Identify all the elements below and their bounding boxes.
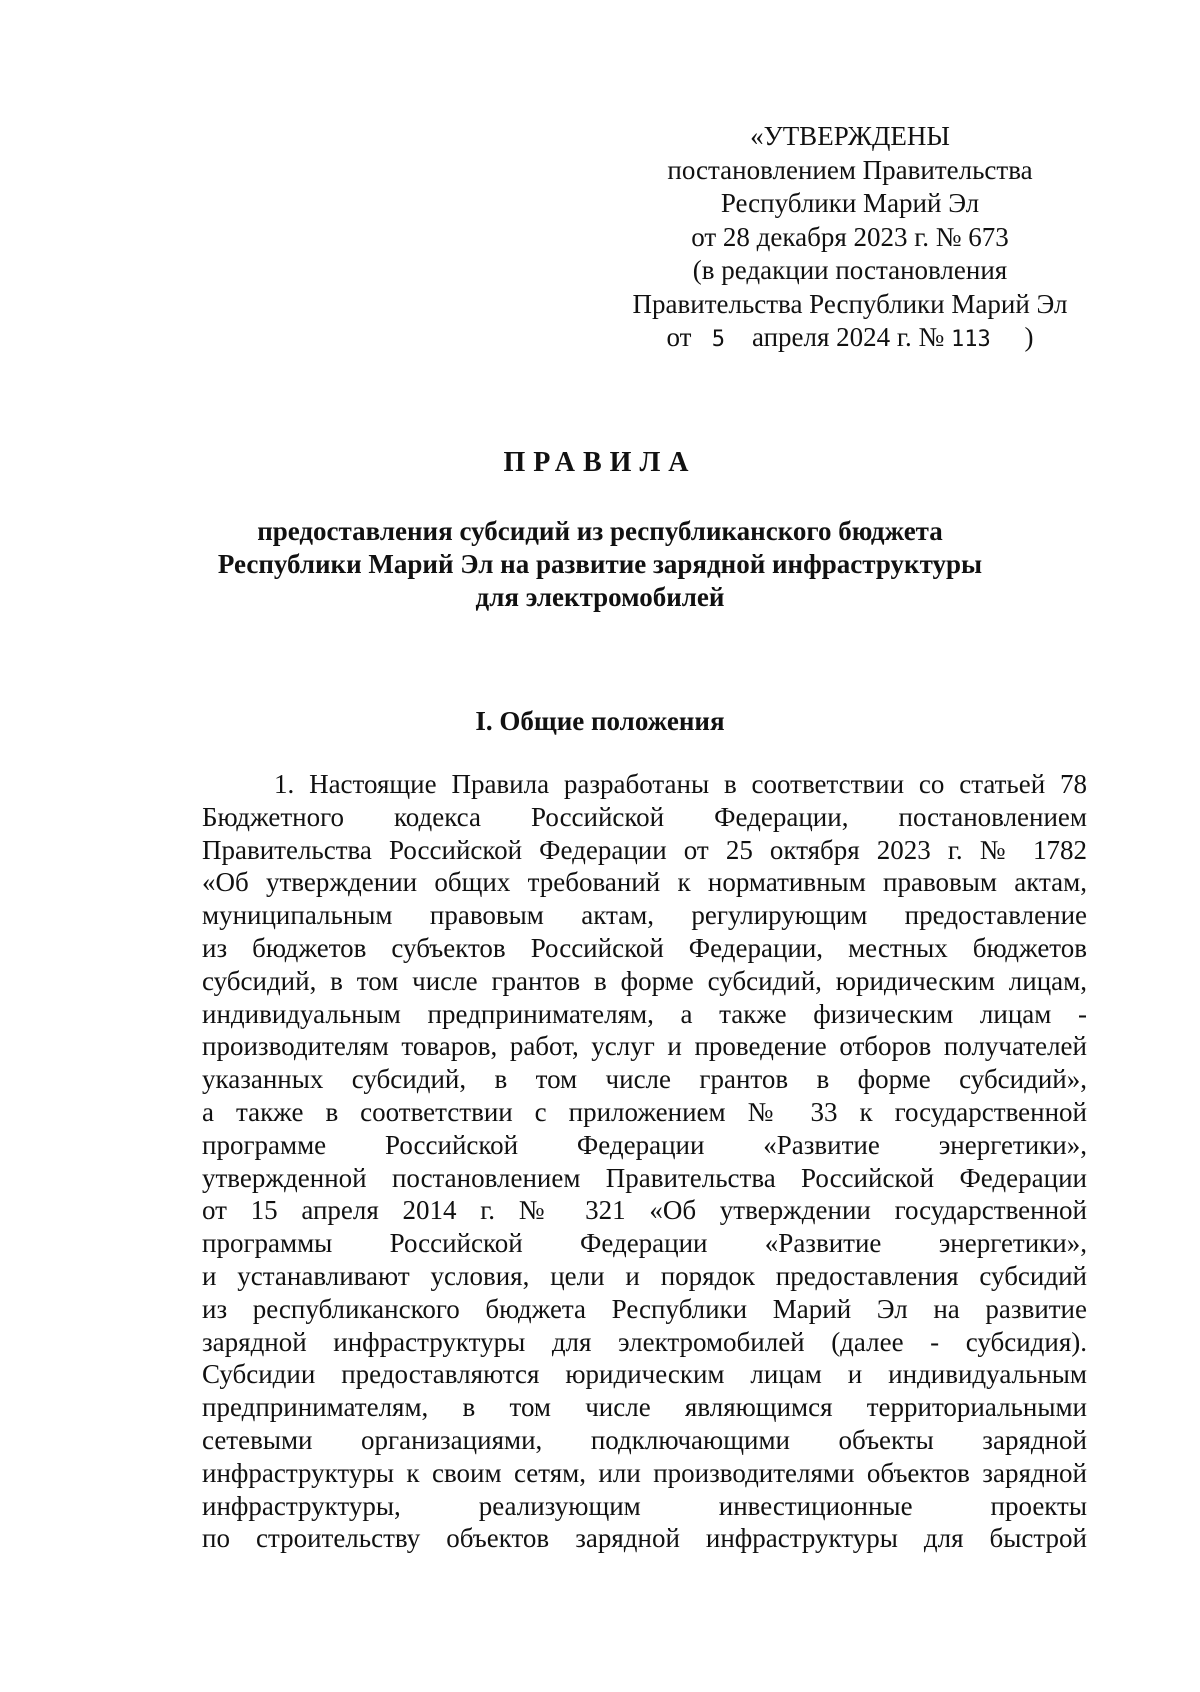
approval-line: от 28 декабря 2023 г. № 673 — [691, 221, 1009, 252]
paragraph-line: программы Российской Федерации «Развитие энергетики», — [202, 1228, 1087, 1259]
subtitle-line: для электромобилей — [475, 582, 725, 612]
paragraph-line: 1. Настоящие Правила разработаны в соответствии со статьей 78 — [274, 769, 1087, 799]
paragraph-line: индивидуальным предпринимателям, а также физическим лицам - — [202, 998, 1087, 1029]
paragraph-line: а также в соответствии с приложением № 33 к государственной — [202, 1096, 1087, 1127]
paragraph-line: из бюджетов субъектов Российской Федерации, местных бюджетов — [202, 932, 1087, 963]
approval-line: (в редакции постановления — [692, 255, 1008, 285]
approval-line: постановлением Правительства — [667, 154, 1033, 185]
paragraph-line: от 15 апреля 2014 г. № 321 «Об утверждении государственной — [202, 1195, 1087, 1226]
paragraph-line: утвержденной постановлением Правительства Российской Федерации — [202, 1162, 1087, 1193]
document-subtitle — [200, 515, 1000, 614]
amendment-number: 113 — [950, 327, 991, 352]
paragraph-line: предпринимателям, в том числе являющимся территориальными — [202, 1392, 1087, 1423]
paragraph-line: «Об утверждении общих требований к нормативным правовым актам, — [202, 867, 1087, 898]
paragraph-line: Бюджетного кодекса Российской Федерации, постановлением — [202, 801, 1087, 832]
paragraph-line: Субсидии предоставляются юридическим лицам и индивидуальным — [202, 1359, 1087, 1390]
paragraph-1 — [202, 768, 1087, 1555]
amendment-date-line — [600, 321, 1100, 357]
amendment-month-year: апреля 2024 г. № — [751, 322, 945, 352]
approval-line: «УТВЕРЖДЕНЫ — [750, 121, 950, 151]
paragraph-line: указанных субсидий, в том числе грантов в форме субсидий», — [202, 1064, 1087, 1095]
approval-line: Правительства Республики Марий Эл — [632, 288, 1068, 319]
paragraph-line: Правительства Российской Федерации от 25 октября 2023 г. № 1782 — [202, 834, 1087, 865]
section-heading: I. Общие положения — [475, 706, 725, 736]
paragraph-line: субсидий, в том числе грантов в форме субсидий, юридическим лицам, — [202, 965, 1087, 996]
paragraph-line: по строительству объектов зарядной инфраструктуры для быстрой — [202, 1523, 1087, 1554]
subtitle-line: предоставления субсидий из республиканского бюджета — [257, 516, 943, 546]
approval-block — [600, 120, 1100, 357]
closing-paren: ) — [1024, 322, 1034, 352]
paragraph-line: муниципальным правовым актам, регулирующим предоставление — [202, 900, 1087, 931]
document-title: ПРАВИЛА — [503, 447, 697, 478]
paragraph-line: инфраструктуры, реализующим инвестиционные проекты — [202, 1490, 1087, 1521]
paragraph-line: и устанавливают условия, цели и порядок предоставления субсидий — [202, 1260, 1087, 1291]
paragraph-line: из республиканского бюджета Республики Марий Эл на развитие — [202, 1293, 1087, 1324]
paragraph-line: зарядной инфраструктуры для электромобилей (далее - субсидия). — [202, 1326, 1087, 1357]
paragraph-line: производителям товаров, работ, услуг и проведение отборов получателей — [202, 1031, 1087, 1062]
paragraph-line: программе Российской Федерации «Развитие энергетики», — [202, 1129, 1087, 1160]
amendment-day: 5 — [711, 327, 725, 352]
paragraph-line: инфраструктуры к своим сетям, или производителями объектов зарядной — [202, 1457, 1087, 1488]
subtitle-line: Республики Марий Эл на развитие зарядной инфраструктуры — [217, 549, 983, 579]
paragraph-line: сетевыми организациями, подключающими объекты зарядной — [202, 1424, 1087, 1455]
date-prefix: от — [666, 322, 692, 352]
approval-line: Республики Марий Эл — [720, 188, 980, 218]
